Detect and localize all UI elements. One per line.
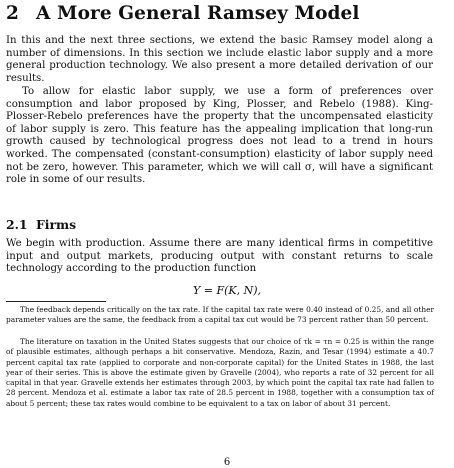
footnote-tax-literature: The literature on taxation in the United States suggests that our choice of τk = τn = 0.25 is within the range of plausible estimates, although perhaps a bit conservative. Mendoza, Razin, and Tesar (1994) estimate a 40.7 percent capital tax rate (applied to corporate and non-corporate capital) for the United States in 1988, the last year of their series. This is above the estimate given by Gravelle (2004), who reports a rate of 32 percent for all capital in that year. Gravelle extends her estimates through 2003, by which point the capital tax rate had fallen to 28 percent. Mendoza et al. estimate a labor tax rate of 28.5 percent in 1988, together with a consumption tax of about 5 percent; these tax rates would combine to be equivalent to a tax on labor of about 31 percent. [6,337,434,408]
section-number: 2 [6,3,19,24]
section-heading [6,3,360,24]
footnote-feedback: The feedback depends critically on the tax rate. If the capital tax rate were 0.40 instead of 0.25, and all other parameter values are the same, the feedback from a capital tax cut would be 73 percent rather than 50 percent. [6,305,434,325]
intro-paragraph: In this and the next three sections, we extend the basic Ramsey model along a number of dimensions. In this section we include elastic labor supply and a more general production technology. We also present a more detailed derivation of our results. [6,35,433,84]
subsection-heading [6,217,76,232]
subsection-title: Firms [36,217,77,232]
preferences-paragraph: To allow for elastic labor supply, we use a form of preferences over consumption and labor proposed by King, Plosser, and Rebelo (1988). King-Plosser-Rebelo preferences have the property that the uncompensated elasticity of labor supply is zero. This feature has the appealing implication that long-run growth caused by technological progress does not lead to a trend in hours worked. The compensated (constant-consumption) elasticity of labor supply need not be zero, however. This parameter, which we will call σ, will have a significant role in some of our results. [6,86,433,186]
firms-paragraph: We begin with production. Assume there are many identical firms in competitive input and output markets, producing output with constant returns to scale technology according to the production function [6,238,433,275]
section-title: A More General Ramsey Model [36,3,360,24]
footnote-rule [6,301,106,302]
production-function-equation: Y = F(K, N), [192,284,262,297]
subsection-number: 2.1 [6,217,28,232]
page-number: 6 [223,457,231,468]
